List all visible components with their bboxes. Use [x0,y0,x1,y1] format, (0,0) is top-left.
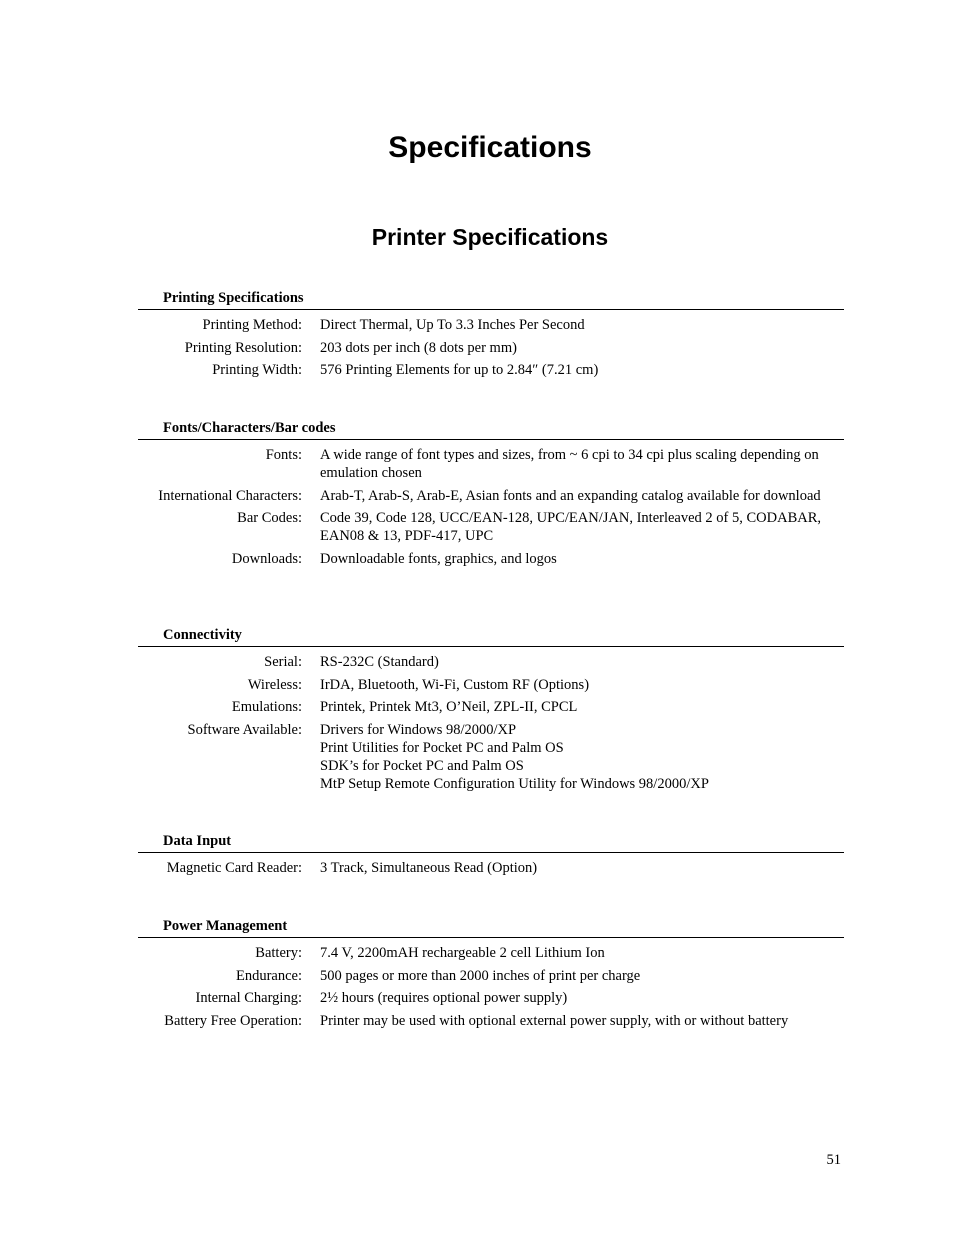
section-heading: Printing Specifications [163,290,304,306]
spec-value: RS-232C (Standard) [320,654,439,670]
page-number: 51 [826,1152,841,1168]
spec-row [138,339,844,357]
spec-value: 203 dots per inch (8 dots per mm) [320,339,517,356]
spec-row [138,316,844,334]
spec-row [138,1012,844,1030]
spec-value: Code 39, Code 128, UCC/EAN-128, UPC/EAN/JAN, Interleaved 2 of 5, CODABAR, EAN08 & 13, PDF-417, UPC [320,510,822,544]
spec-value: Arab-T, Arab-S, Arab-E, Asian fonts and an expanding catalog available for download [320,487,821,504]
spec-label: Wireless: [247,676,302,693]
spec-label: Battery: [255,945,302,961]
spec-value: 576 Printing Elements for up to 2.84″ (7.21 cm) [320,362,599,378]
spec-row [138,676,844,694]
spec-row [138,859,844,877]
spec-row [138,989,844,1007]
software-item: Print Utilities for Pocket PC and Palm OS [320,739,564,756]
spec-row [138,698,844,716]
spec-value: Printek, Printek Mt3, O’Neil, ZPL-II, CPCL [320,699,578,715]
software-item: Drivers for Windows 98/2000/XP [320,721,517,738]
section-heading: Fonts/Characters/Bar codes [163,420,336,436]
spec-label: Downloads: [231,550,302,567]
spec-label: Software Available: [187,721,302,738]
spec-label: Printing Resolution: [184,339,302,356]
spec-value: Downloadable fonts, graphics, and logos [320,550,557,567]
spec-value: A wide range of font types and sizes, from ~ 6 cpi to 34 cpi plus scaling depending on emulation chosen [320,447,819,481]
fonts-characters-barcodes-section [138,418,844,572]
spec-row [138,361,844,379]
spec-value: 7.4 V, 2200mAH rechargeable 2 cell Lithium Ion [320,945,605,961]
spec-label: Endurance: [235,967,302,984]
spec-value: 2½ hours (requires optional power supply) [320,990,568,1006]
spec-label: Emulations: [231,699,302,715]
spec-label: Printing Width: [212,362,302,378]
spec-row [138,967,844,985]
spec-value: IrDA, Bluetooth, Wi-Fi, Custom RF (Options) [320,676,590,693]
connectivity-section [138,625,844,797]
spec-value [320,721,844,793]
spec-label: Magnetic Card Reader: [166,860,302,876]
spec-value: Direct Thermal, Up To 3.3 Inches Per Second [320,317,585,333]
spec-label: International Characters: [158,487,302,504]
spec-row [138,487,844,505]
spec-row [138,944,844,962]
spec-value: 500 pages or more than 2000 inches of print per charge [320,967,641,984]
spec-label: Printing Method: [202,317,302,333]
section-heading: Data Input [163,833,232,849]
data-input-section [138,831,844,882]
spec-value: Printer may be used with optional external power supply, with or without battery [320,1012,789,1029]
spec-label: Serial: [264,654,302,670]
spec-label: Fonts: [265,447,302,463]
section-heading: Power Management [163,918,288,934]
spec-label: Battery Free Operation: [164,1012,302,1029]
software-item: SDK’s for Pocket PC and Palm OS [320,757,524,774]
page-title: Specifications [388,131,592,164]
power-management-section [138,916,844,1034]
section-title: Printer Specifications [371,224,609,250]
spec-row [138,653,844,671]
spec-row [138,550,844,568]
software-item: MtP Setup Remote Configuration Utility for Windows 98/2000/XP [320,775,709,792]
spec-row [138,509,844,545]
spec-value: 3 Track, Simultaneous Read (Option) [320,860,538,876]
spec-label: Internal Charging: [195,990,302,1006]
section-heading: Connectivity [163,627,242,643]
spec-row [138,721,844,793]
printing-specifications-section [138,288,844,384]
spec-label: Bar Codes: [237,510,302,526]
spec-row [138,446,844,482]
